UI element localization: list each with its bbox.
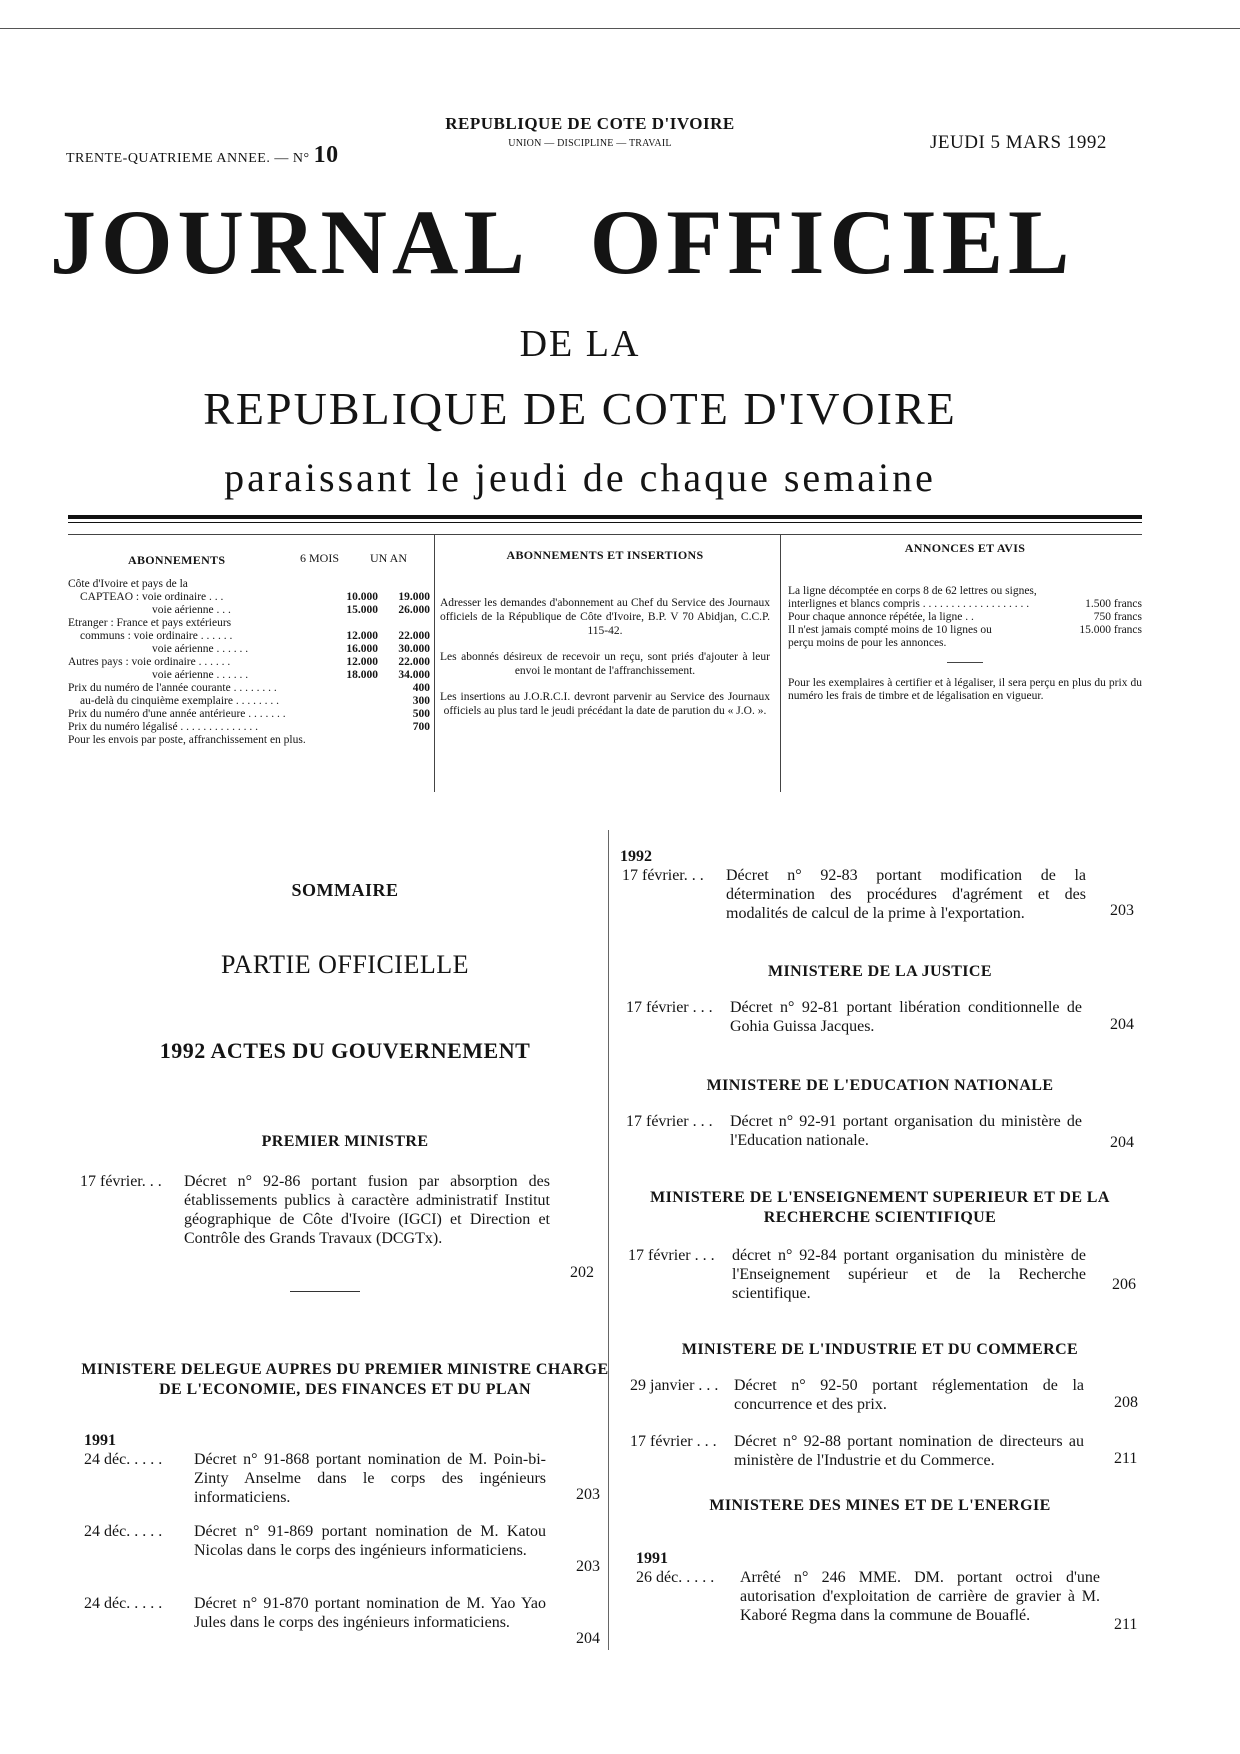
title-word-journal: JOURNAL (50, 191, 530, 293)
toc-entry (80, 1172, 550, 1248)
entry-page: 208 (1114, 1394, 1138, 1411)
section-justice: MINISTERE DE LA JUSTICE (768, 963, 992, 980)
row-6mois (322, 578, 378, 591)
price-label: Prix du numéro légalisé . . . . . . . . . . . . . . (68, 721, 259, 733)
annonces-column (788, 542, 1142, 703)
entry-page: 203 (576, 1558, 600, 1575)
annonces-title: ANNONCES ET AVIS (904, 541, 1026, 555)
col-6-mois: 6 MOIS (300, 551, 340, 565)
toc-entry (626, 1112, 1096, 1150)
insertions-address: Adresser les demandes d'abonnement au Chef du Service des Journaux officiels de la République de Côte d'Ivoire, B.P. V 70 Abidjan, C.C.P. 115-42. (440, 597, 770, 637)
entry-text: Décret n° 91-868 portant nomination de M. Poin-bi-Zinty Anselme dans le corps des ingénieurs informaticiens. (194, 1451, 546, 1506)
section-enseignement: MINISTERE DE L'ENSEIGNEMENT SUPERIEUR ET DE LA RECHERCHE SCIENTIFIQUE (650, 1189, 1110, 1226)
row-label: communs : voie ordinaire . . . . . . (80, 630, 233, 642)
row-1an: 26.000 (398, 604, 430, 616)
subscription-row (68, 669, 430, 682)
toc-entry (626, 998, 1096, 1036)
toc-entry (628, 1246, 1098, 1303)
issue-number: 10 (313, 142, 339, 168)
row-label: CAPTEAO : voie ordinaire . . . (80, 591, 224, 603)
row-1an: 22.000 (398, 630, 430, 642)
insertions-column (440, 548, 770, 730)
masthead-republique: REPUBLIQUE DE COTE D'IVOIRE (203, 383, 957, 434)
masthead-thick-rule (68, 515, 1142, 519)
col-un-an: UN AN (370, 551, 408, 565)
row-1an (378, 578, 430, 591)
annonces-separator (947, 662, 983, 663)
entry-date: 17 février . . . (626, 1113, 713, 1130)
subscription-row (68, 578, 430, 591)
entry-page: 202 (570, 1264, 594, 1281)
year-heading: 1991 (84, 1432, 116, 1449)
header-center (420, 114, 760, 149)
annonce-line-text: Pour chaque annonce répétée, la ligne . . (788, 611, 974, 623)
section-premier-ministre: PREMIER MINISTRE (261, 1133, 429, 1150)
subscription-row (68, 591, 430, 604)
subscription-row (68, 604, 430, 617)
info-box-top-rule (68, 534, 1142, 535)
info-box-divider-2 (780, 534, 781, 792)
row-label: Etranger : France et pays extérieurs (68, 617, 232, 629)
annonce-line-price: 15.000 francs (1079, 624, 1142, 636)
toc-entry (84, 1522, 554, 1560)
row-6mois: 10.000 (346, 591, 378, 603)
price-label: Prix du numéro de l'année courante . . . . . . . . (68, 682, 277, 694)
subscription-table (68, 548, 430, 747)
row-6mois: 16.000 (346, 643, 378, 655)
annonce-line-price: 1.500 francs (1085, 598, 1142, 610)
row-1an: 22.000 (398, 656, 430, 668)
entry-date: 26 déc. . . . . (636, 1569, 715, 1586)
entry-page: 206 (1112, 1276, 1136, 1293)
top-edge-line (0, 28, 1240, 29)
entry-date: 24 déc. . . . . (84, 1595, 163, 1612)
issue-label (66, 142, 339, 169)
price-value: 300 (412, 695, 430, 707)
entry-text: décret n° 92-84 portant organisation du ministère de l'Enseignement supérieur et de la Recherche scientifique. (732, 1247, 1086, 1302)
annonces-legalisation-note: Pour les exemplaires à certifier et à légaliser, il sera perçu en plus du prix du numéro les frais de timbre et de légalisation en vigueur. (788, 677, 1142, 702)
info-box-divider-1 (434, 534, 435, 792)
entry-page: 203 (576, 1486, 600, 1503)
entry-date: 17 février . . . (626, 999, 713, 1016)
entry-date: 17 février. . . (622, 867, 704, 884)
section-industrie: MINISTERE DE L'INDUSTRIE ET DU COMMERCE (681, 1341, 1079, 1358)
row-label: voie aérienne . . . (152, 604, 231, 616)
annonce-line-text: La ligne décomptée en corps 8 de 62 lettres ou signes, interlignes et blancs compris . . . . . . . . . . . . . . . . . . . (788, 585, 1037, 610)
annonce-line (788, 611, 1142, 624)
issue-date: JEUDI 5 MARS 1992 (930, 132, 1107, 153)
entry-date: 17 février . . . (630, 1433, 717, 1450)
row-label: Autres pays : voie ordinaire . . . . . . (68, 656, 231, 668)
row-1an: 34.000 (398, 669, 430, 681)
price-label: Prix du numéro d'une année antérieure . . . . . . . (68, 708, 286, 720)
insertions-receipt: Les abonnés désireux de recevoir un reçu, sont priés d'ajouter à leur envoi le montant de l'affranchissement. (440, 651, 770, 677)
subscriptions-title: ABONNEMENTS (128, 553, 226, 567)
toc-entry (630, 1432, 1100, 1470)
annonce-line-text: Il n'est jamais compté moins de 10 lignes ou perçu moins de pour les annonces. (788, 624, 992, 649)
subscription-row (68, 656, 430, 669)
row-6mois: 18.000 (346, 669, 378, 681)
entry-text: Décret n° 92-91 portant organisation du ministère de l'Education nationale. (730, 1113, 1082, 1149)
price-row (68, 682, 430, 695)
price-row (68, 708, 430, 721)
section-ministere-delegue: MINISTERE DELEGUE AUPRES DU PREMIER MINISTRE CHARGE DE L'ECONOMIE, DES FINANCES ET DU PLAN (81, 1361, 609, 1398)
entry-date: 17 février. . . (80, 1173, 162, 1190)
insertions-title: ABONNEMENTS ET INSERTIONS (506, 548, 704, 562)
toc-entry (630, 1376, 1100, 1414)
entry-text: Décret n° 92-83 portant modification de la détermination des procédures d'agrément et des modalités de calcul de la prime à l'exportation. (726, 867, 1086, 922)
price-value: 700 (412, 721, 430, 733)
price-value: 500 (412, 708, 430, 720)
subscription-table-header (68, 548, 430, 578)
price-label: au-delà du cinquième exemplaire . . . . . . . . (80, 695, 279, 707)
entry-date: 24 déc. . . . . (84, 1523, 163, 1540)
republic-name: REPUBLIQUE DE COTE D'IVOIRE (445, 114, 735, 133)
row-label: Côte d'Ivoire et pays de la (68, 578, 188, 590)
column-divider (608, 830, 609, 1650)
entry-text: Décret n° 92-50 portant réglementation de la concurrence et des prix. (734, 1377, 1084, 1413)
row-6mois: 12.000 (346, 656, 378, 668)
section-education: MINISTERE DE L'EDUCATION NATIONALE (706, 1077, 1054, 1094)
entry-page: 211 (1114, 1616, 1138, 1633)
postal-note: Pour les envois par poste, affranchissement en plus. (68, 734, 306, 746)
partie-officielle: PARTIE OFFICIELLE (221, 950, 469, 979)
row-label: voie aérienne . . . . . . (152, 669, 249, 681)
subscription-row (68, 643, 430, 656)
row-1an (378, 617, 430, 630)
masthead-parution: paraissant le jeudi de chaque semaine (224, 455, 936, 500)
price-row (68, 695, 430, 708)
entry-text: Décret n° 92-88 portant nomination de directeurs au ministère de l'Industrie et du Commerce. (734, 1433, 1084, 1469)
year-heading: 1991 (636, 1550, 668, 1567)
subscription-row (68, 617, 430, 630)
actes-du-gouvernement: 1992 ACTES DU GOUVERNEMENT (159, 1038, 531, 1063)
row-6mois: 12.000 (346, 630, 378, 642)
masthead-thin-rule (68, 522, 1142, 523)
toc-entry (84, 1594, 554, 1632)
sommaire-title: SOMMAIRE (291, 880, 399, 900)
masthead-title (50, 191, 1190, 293)
row-6mois: 15.000 (346, 604, 378, 616)
price-row (68, 721, 430, 734)
toc-entry (622, 866, 1092, 923)
entry-text: Décret n° 92-81 portant libération conditionnelle de Gohia Guissa Jacques. (730, 999, 1082, 1035)
annonce-line-price: 750 francs (1093, 611, 1142, 623)
entry-page: 204 (1110, 1134, 1134, 1151)
title-word-officiel: OFFICIEL (589, 191, 1075, 293)
entry-page: 204 (576, 1630, 600, 1647)
entry-date: 17 février . . . (628, 1247, 715, 1264)
year-label: TRENTE-QUATRIEME ANNEE. — N° (66, 151, 310, 166)
row-1an: 30.000 (398, 643, 430, 655)
entry-text: Décret n° 91-869 portant nomination de M. Katou Nicolas dans le corps des ingénieurs informaticiens. (194, 1523, 546, 1559)
entry-date: 29 janvier . . . (630, 1377, 719, 1394)
entry-text: Arrêté n° 246 MME. DM. portant octroi d'une autorisation d'exploitation de carrière de gravier à M. Kaboré Regma dans la commune de Bouaflé. (740, 1569, 1100, 1624)
section-mines: MINISTERE DES MINES ET DE L'ENERGIE (709, 1497, 1051, 1514)
annonce-line (788, 585, 1142, 611)
entry-page: 211 (1114, 1450, 1138, 1467)
entry-separator (290, 1291, 360, 1292)
annonce-line (788, 624, 1142, 650)
insertions-deadline: Les insertions au J.O.R.C.I. devront parvenir au Service des Journaux officiels au plus tard le jeudi précédant la date de parution du « J.O. ». (440, 691, 770, 717)
row-6mois (322, 617, 378, 630)
entry-date: 24 déc. . . . . (84, 1451, 163, 1468)
national-motto: UNION — DISCIPLINE — TRAVAIL (508, 138, 672, 149)
entry-text: Décret n° 92-86 portant fusion par absorption des établissements publics à caractère administratif Institut géographique de Côte d'Ivoire (IGCI) et Direction et Contrôle des Grands Travaux (DCGTx). (184, 1173, 550, 1247)
row-1an: 19.000 (398, 591, 430, 603)
toc-entry (636, 1568, 1106, 1625)
toc-entry (84, 1450, 554, 1507)
row-label: voie aérienne . . . . . . (152, 643, 249, 655)
year-heading: 1992 (620, 848, 652, 865)
entry-page: 203 (1110, 902, 1134, 919)
price-value: 400 (412, 682, 430, 694)
entry-text: Décret n° 91-870 portant nomination de M. Yao Yao Jules dans le corps des ingénieurs informaticiens. (194, 1595, 546, 1631)
subscription-row (68, 630, 430, 643)
masthead-de-la: DE LA (519, 323, 641, 365)
entry-page: 204 (1110, 1016, 1134, 1033)
